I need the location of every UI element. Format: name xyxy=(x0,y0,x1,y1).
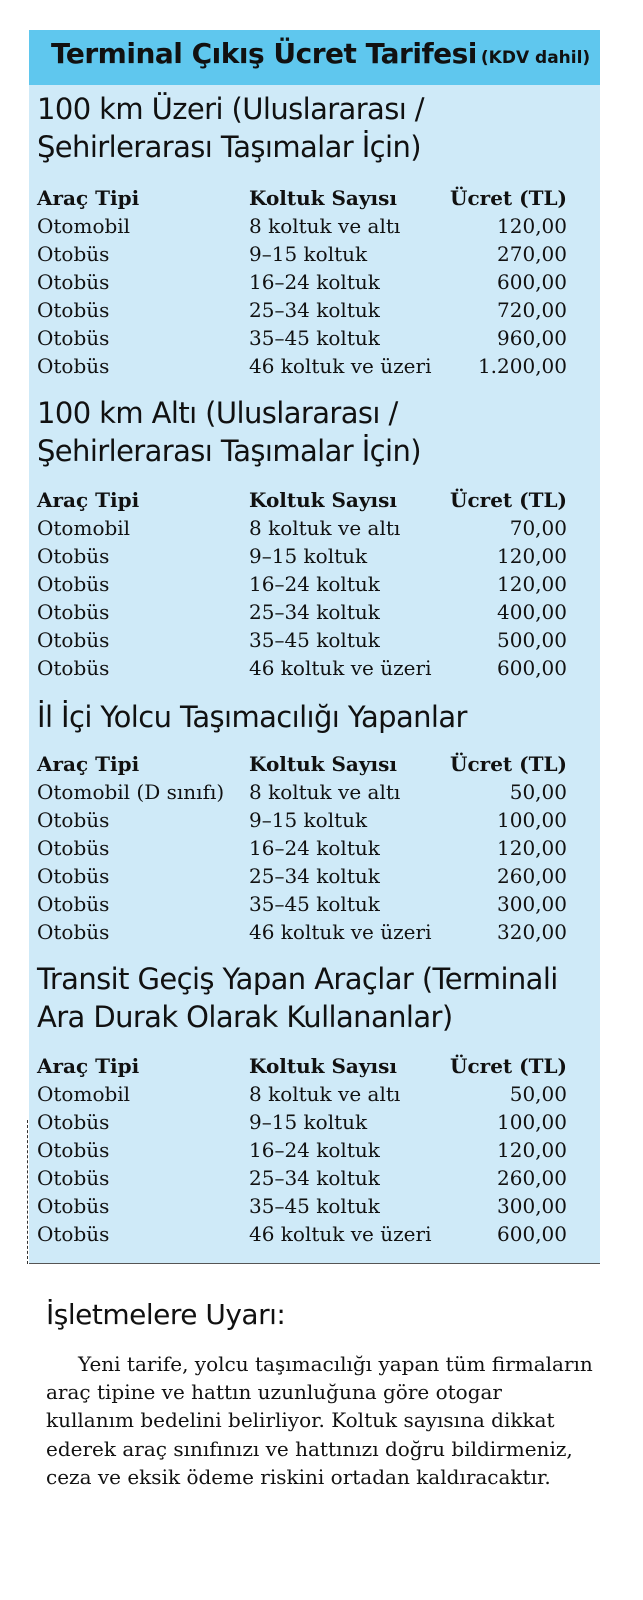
cell-type: Otobüs xyxy=(37,1138,110,1162)
cell-fee: 1.200,00 xyxy=(477,354,567,378)
cell-fee: 260,00 xyxy=(497,864,567,888)
section-2-title xyxy=(37,394,587,470)
table-row xyxy=(37,1108,567,1136)
table-row xyxy=(37,890,567,918)
table-row xyxy=(37,806,567,834)
table-row xyxy=(37,834,567,862)
cell-seats: 8 koltuk ve altı xyxy=(249,214,401,238)
warning-title: İşletmelere Uyarı: xyxy=(46,1298,286,1331)
cell-fee: 50,00 xyxy=(509,1082,567,1106)
section-4-title-line2: Ara Durak Olarak Kullananlar) xyxy=(37,1000,453,1034)
cell-type: Otobüs xyxy=(37,656,110,680)
cell-fee: 120,00 xyxy=(497,544,567,568)
cell-fee: 100,00 xyxy=(497,808,567,832)
cell-seats: 16–24 koltuk xyxy=(249,836,380,860)
cell-type: Otobüs xyxy=(37,600,110,624)
column-header-type: Araç Tipi xyxy=(37,488,140,512)
table-row xyxy=(37,212,567,240)
cell-fee: 120,00 xyxy=(497,836,567,860)
cell-seats: 46 koltuk ve üzeri xyxy=(249,656,432,680)
column-header-fee: Ücret (TL) xyxy=(450,752,567,776)
table-row xyxy=(37,862,567,890)
panel-bottom-rule xyxy=(29,1263,600,1264)
cell-seats: 8 koltuk ve altı xyxy=(249,516,401,540)
column-header-fee: Ücret (TL) xyxy=(450,186,567,210)
column-header-type: Araç Tipi xyxy=(37,1054,140,1078)
tariff-panel xyxy=(29,30,600,1264)
cell-seats: 9–15 koltuk xyxy=(249,242,368,266)
column-header-type: Araç Tipi xyxy=(37,186,140,210)
table-row xyxy=(37,654,567,682)
table-row xyxy=(37,324,567,352)
section-4-title-line1: Transit Geçiş Yapan Araçlar (Terminali xyxy=(37,962,558,996)
cell-type: Otobüs xyxy=(37,1110,110,1134)
column-header-seats: Koltuk Sayısı xyxy=(249,752,397,776)
table-row xyxy=(37,778,567,806)
cell-type: Otobüs xyxy=(37,298,110,322)
section-3-title xyxy=(37,698,587,736)
cell-seats: 16–24 koltuk xyxy=(249,572,380,596)
tariff-title-text: Terminal Çıkış Ücret Tarifesi xyxy=(51,37,477,70)
cell-seats: 35–45 koltuk xyxy=(249,892,380,916)
cell-seats: 8 koltuk ve altı xyxy=(249,1082,401,1106)
table-row xyxy=(37,514,567,542)
table-row xyxy=(37,1164,567,1192)
cell-type: Otomobil xyxy=(37,214,131,238)
table-row xyxy=(37,542,567,570)
section-2-title-line1: 100 km Altı (Uluslararası / xyxy=(37,396,398,430)
table-row xyxy=(37,268,567,296)
cell-seats: 46 koltuk ve üzeri xyxy=(249,1222,432,1246)
cell-fee: 500,00 xyxy=(497,628,567,652)
section-2-header-row xyxy=(37,486,567,514)
warning-text: Yeni tarife, yolcu taşımacılığı yapan tüm firmaların araç tipine ve hattın uzunluğuna göre otogar kullanım bedelini belirliyor. Koltuk sayısına dikkat ederek araç sınıfınızı ve hattınızı doğru bildirmeniz, ceza ve eksik ödeme riskini ortadan kaldıracaktır. xyxy=(46,1352,593,1489)
cell-fee: 320,00 xyxy=(497,920,567,944)
cell-type: Otobüs xyxy=(37,270,110,294)
cell-type: Otobüs xyxy=(37,1194,110,1218)
cell-fee: 300,00 xyxy=(497,892,567,916)
column-header-seats: Koltuk Sayısı xyxy=(249,186,397,210)
cell-seats: 16–24 koltuk xyxy=(249,1138,380,1162)
cell-fee: 100,00 xyxy=(497,1110,567,1134)
cell-fee: 120,00 xyxy=(497,214,567,238)
cell-seats: 25–34 koltuk xyxy=(249,1166,380,1190)
table-row xyxy=(37,626,567,654)
cell-type: Otobüs xyxy=(37,354,110,378)
cell-type: Otomobil xyxy=(37,1082,131,1106)
cell-type: Otobüs xyxy=(37,628,110,652)
table-row xyxy=(37,296,567,324)
column-header-seats: Koltuk Sayısı xyxy=(249,488,397,512)
cell-fee: 600,00 xyxy=(497,656,567,680)
cell-type: Otomobil xyxy=(37,516,131,540)
cell-seats: 9–15 koltuk xyxy=(249,544,368,568)
cell-seats: 25–34 koltuk xyxy=(249,600,380,624)
cell-fee: 600,00 xyxy=(497,270,567,294)
cell-type: Otobüs xyxy=(37,544,110,568)
column-header-fee: Ücret (TL) xyxy=(450,1054,567,1078)
cell-seats: 46 koltuk ve üzeri xyxy=(249,920,432,944)
cell-type: Otobüs xyxy=(37,892,110,916)
cell-type: Otobüs xyxy=(37,1166,110,1190)
cell-fee: 400,00 xyxy=(497,600,567,624)
table-row xyxy=(37,1220,567,1248)
cell-type: Otomobil (D sınıfı) xyxy=(37,780,225,804)
table-row xyxy=(37,1136,567,1164)
column-header-fee: Ücret (TL) xyxy=(450,488,567,512)
table-row xyxy=(37,918,567,946)
tariff-banner xyxy=(29,30,600,85)
cell-seats: 16–24 koltuk xyxy=(249,270,380,294)
cell-seats: 25–34 koltuk xyxy=(249,298,380,322)
cell-seats: 46 koltuk ve üzeri xyxy=(249,354,432,378)
table-row xyxy=(37,570,567,598)
cell-fee: 960,00 xyxy=(497,326,567,350)
cell-seats: 9–15 koltuk xyxy=(249,808,368,832)
table-row xyxy=(37,240,567,268)
column-header-type: Araç Tipi xyxy=(37,752,140,776)
section-3-header-row xyxy=(37,750,567,778)
cell-fee: 300,00 xyxy=(497,1194,567,1218)
cell-seats: 35–45 koltuk xyxy=(249,326,380,350)
cell-type: Otobüs xyxy=(37,920,110,944)
cell-fee: 120,00 xyxy=(497,1138,567,1162)
table-row xyxy=(37,352,567,380)
column-header-seats: Koltuk Sayısı xyxy=(249,1054,397,1078)
section-4-header-row xyxy=(37,1052,567,1080)
section-1-title-line2: Şehirlerarası Taşımalar İçin) xyxy=(37,130,421,164)
cell-seats: 25–34 koltuk xyxy=(249,864,380,888)
tariff-title xyxy=(51,37,590,70)
cell-type: Otobüs xyxy=(37,808,110,832)
table-row xyxy=(37,1080,567,1108)
cell-fee: 120,00 xyxy=(497,572,567,596)
cell-seats: 35–45 koltuk xyxy=(249,1194,380,1218)
cell-type: Otobüs xyxy=(37,1222,110,1246)
cell-type: Otobüs xyxy=(37,326,110,350)
cell-fee: 600,00 xyxy=(497,1222,567,1246)
cell-type: Otobüs xyxy=(37,836,110,860)
cell-type: Otobüs xyxy=(37,864,110,888)
cell-seats: 8 koltuk ve altı xyxy=(249,780,401,804)
cell-fee: 720,00 xyxy=(497,298,567,322)
cell-fee: 260,00 xyxy=(497,1166,567,1190)
cell-fee: 50,00 xyxy=(509,780,567,804)
panel-edge-line xyxy=(27,1120,28,1264)
cell-fee: 70,00 xyxy=(509,516,567,540)
section-1-header-row xyxy=(37,184,567,212)
cell-fee: 270,00 xyxy=(497,242,567,266)
cell-type: Otobüs xyxy=(37,242,110,266)
table-row xyxy=(37,598,567,626)
section-3-title-line1: İl İçi Yolcu Taşımacılığı Yapanlar xyxy=(37,700,467,734)
section-4-title xyxy=(37,960,587,1036)
tariff-subtitle: (KDV dahil) xyxy=(480,48,591,68)
section-2-title-line2: Şehirlerarası Taşımalar İçin) xyxy=(37,434,421,468)
section-1-title-line1: 100 km Üzeri (Uluslararası / xyxy=(37,92,424,126)
table-row xyxy=(37,1192,567,1220)
cell-seats: 9–15 koltuk xyxy=(249,1110,368,1134)
cell-seats: 35–45 koltuk xyxy=(249,628,380,652)
section-1-title xyxy=(37,90,587,166)
cell-type: Otobüs xyxy=(37,572,110,596)
